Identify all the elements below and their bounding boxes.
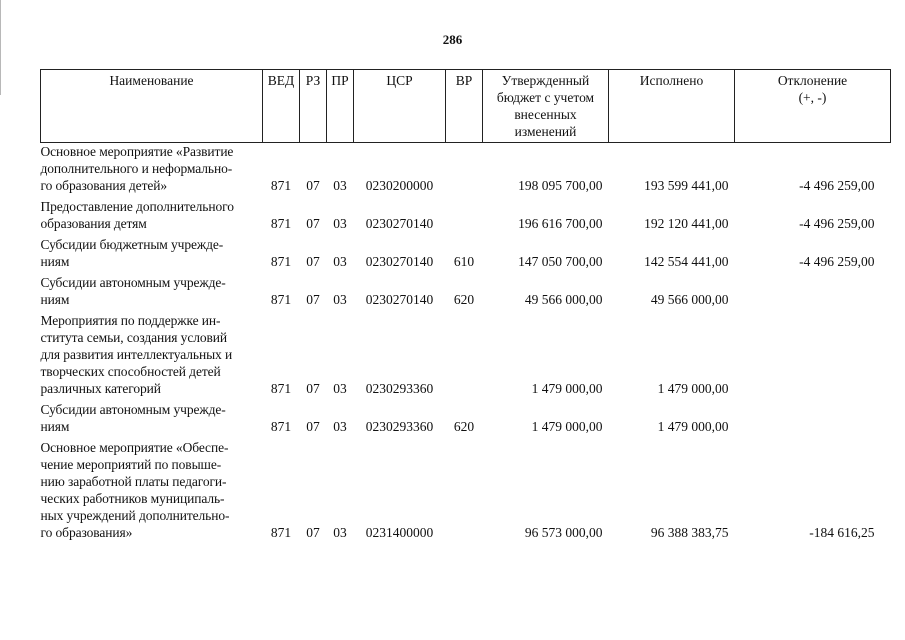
- row-name-line: Основное мероприятие «Обеспе-: [40, 440, 229, 455]
- row-deviation: -4 496 259,00: [799, 178, 875, 193]
- row-ved: 871: [270, 525, 292, 540]
- row-executed: 142 554 441,00: [644, 254, 729, 269]
- row-pr: 03: [333, 254, 347, 269]
- header-ved: ВЕД: [263, 70, 300, 143]
- row-name-line: Мероприятия по поддержке ин-: [40, 313, 221, 328]
- row-rz: 07: [306, 381, 320, 396]
- row-deviation: -184 616,25: [809, 525, 875, 540]
- row-csr: 0230270140: [365, 216, 434, 231]
- row-approved-budget: 196 616 700,00: [518, 216, 603, 231]
- row-deviation: -4 496 259,00: [799, 216, 875, 231]
- header-deviation-line: Отклонение: [777, 73, 848, 88]
- header-csr: ЦСР: [354, 70, 446, 143]
- header-vr: ВР: [446, 70, 483, 143]
- row-csr: 0230270140: [365, 292, 434, 307]
- row-name-line: чение мероприятий по повыше-: [40, 457, 222, 472]
- header-approved-line: внесенных: [514, 107, 577, 122]
- row-name-line: Предоставление дополнительного: [40, 199, 234, 214]
- row-approved-budget: 1 479 000,00: [531, 381, 603, 396]
- row-executed: 96 388 383,75: [650, 525, 729, 540]
- row-name-line: ститута семьи, создания условий: [40, 330, 228, 345]
- row-vr: 620: [453, 292, 475, 307]
- row-name-line: творческих способностей детей: [40, 364, 221, 379]
- row-vr: [446, 439, 483, 545]
- row-rz: 07: [306, 216, 320, 231]
- row-executed: 49 566 000,00: [650, 292, 729, 307]
- table-row: [41, 439, 891, 545]
- table-row: [41, 401, 891, 439]
- header-deviation: [735, 70, 891, 143]
- row-csr: 0230200000: [365, 178, 434, 193]
- row-approved-budget: 49 566 000,00: [524, 292, 603, 307]
- table-row: [41, 236, 891, 274]
- row-rz: 07: [306, 254, 320, 269]
- row-name-line: ниям: [40, 419, 70, 434]
- row-name: [41, 274, 263, 312]
- row-deviation: -4 496 259,00: [799, 254, 875, 269]
- row-rz: 07: [306, 178, 320, 193]
- row-name-line: Субсидии автономным учрежде-: [40, 275, 226, 290]
- header-approved-line: изменений: [514, 124, 577, 139]
- row-name-line: различных категорий: [40, 381, 161, 396]
- row-vr: [446, 143, 483, 199]
- row-name-line: го образования детей»: [40, 178, 168, 193]
- row-name-line: го образования»: [40, 525, 133, 540]
- row-deviation: [735, 401, 891, 439]
- row-name: [41, 312, 263, 401]
- row-name-line: для развития интеллектуальных и: [40, 347, 233, 362]
- row-executed: 1 479 000,00: [657, 419, 729, 434]
- row-name-line: Основное мероприятие «Развитие: [40, 144, 234, 159]
- header-executed: Исполнено: [609, 70, 735, 143]
- row-vr: 620: [453, 419, 475, 434]
- row-pr: 03: [333, 216, 347, 231]
- row-name-line: ниям: [40, 292, 70, 307]
- table-header: [41, 70, 891, 143]
- row-pr: 03: [333, 381, 347, 396]
- row-executed: 192 120 441,00: [644, 216, 729, 231]
- row-ved: 871: [270, 419, 292, 434]
- table-row: [41, 198, 891, 236]
- row-name: [41, 439, 263, 545]
- row-approved-budget: 147 050 700,00: [518, 254, 603, 269]
- row-vr: [446, 312, 483, 401]
- row-name-line: образования детям: [40, 216, 147, 231]
- row-pr: 03: [333, 419, 347, 434]
- row-name-line: ниям: [40, 254, 70, 269]
- row-name: [41, 198, 263, 236]
- row-pr: 03: [333, 292, 347, 307]
- row-name: [41, 143, 263, 199]
- row-name-line: ческих работников муниципаль-: [40, 491, 225, 506]
- header-pr: ПР: [327, 70, 354, 143]
- row-csr: 0230293360: [365, 381, 434, 396]
- row-ved: 871: [270, 216, 292, 231]
- row-vr: [446, 198, 483, 236]
- row-rz: 07: [306, 525, 320, 540]
- row-ved: 871: [270, 254, 292, 269]
- row-ved: 871: [270, 381, 292, 396]
- row-csr: 0230270140: [365, 254, 434, 269]
- row-pr: 03: [333, 178, 347, 193]
- page-number: 286: [442, 32, 463, 47]
- row-name-line: Субсидии бюджетным учрежде-: [40, 237, 224, 252]
- row-deviation: [735, 274, 891, 312]
- header-deviation-line: (+, -): [798, 90, 827, 105]
- row-name: [41, 401, 263, 439]
- row-name-line: дополнительного и неформально-: [40, 161, 233, 176]
- row-rz: 07: [306, 292, 320, 307]
- table-row: [41, 274, 891, 312]
- row-name-line: Субсидии автономным учрежде-: [40, 402, 226, 417]
- budget-table: [40, 69, 891, 545]
- row-name: [41, 236, 263, 274]
- row-pr: 03: [333, 525, 347, 540]
- row-csr: 0231400000: [365, 525, 434, 540]
- table-row: [41, 312, 891, 401]
- header-approved-budget: [483, 70, 609, 143]
- row-deviation: [735, 312, 891, 401]
- header-rz: РЗ: [300, 70, 327, 143]
- row-approved-budget: 198 095 700,00: [518, 178, 603, 193]
- header-approved-line: Утвержденный: [501, 73, 590, 88]
- row-approved-budget: 1 479 000,00: [531, 419, 603, 434]
- row-name-line: нию заработной платы педагоги-: [40, 474, 227, 489]
- row-name-line: ных учреждений дополнительно-: [40, 508, 230, 523]
- row-approved-budget: 96 573 000,00: [524, 525, 603, 540]
- row-csr: 0230293360: [365, 419, 434, 434]
- row-vr: 610: [453, 254, 475, 269]
- table-body: [41, 143, 891, 546]
- row-executed: 193 599 441,00: [644, 178, 729, 193]
- table-row: [41, 143, 891, 199]
- row-ved: 871: [270, 178, 292, 193]
- header-name: Наименование: [41, 70, 263, 143]
- row-executed: 1 479 000,00: [657, 381, 729, 396]
- row-ved: 871: [270, 292, 292, 307]
- header-approved-line: бюджет с учетом: [496, 90, 595, 105]
- row-rz: 07: [306, 419, 320, 434]
